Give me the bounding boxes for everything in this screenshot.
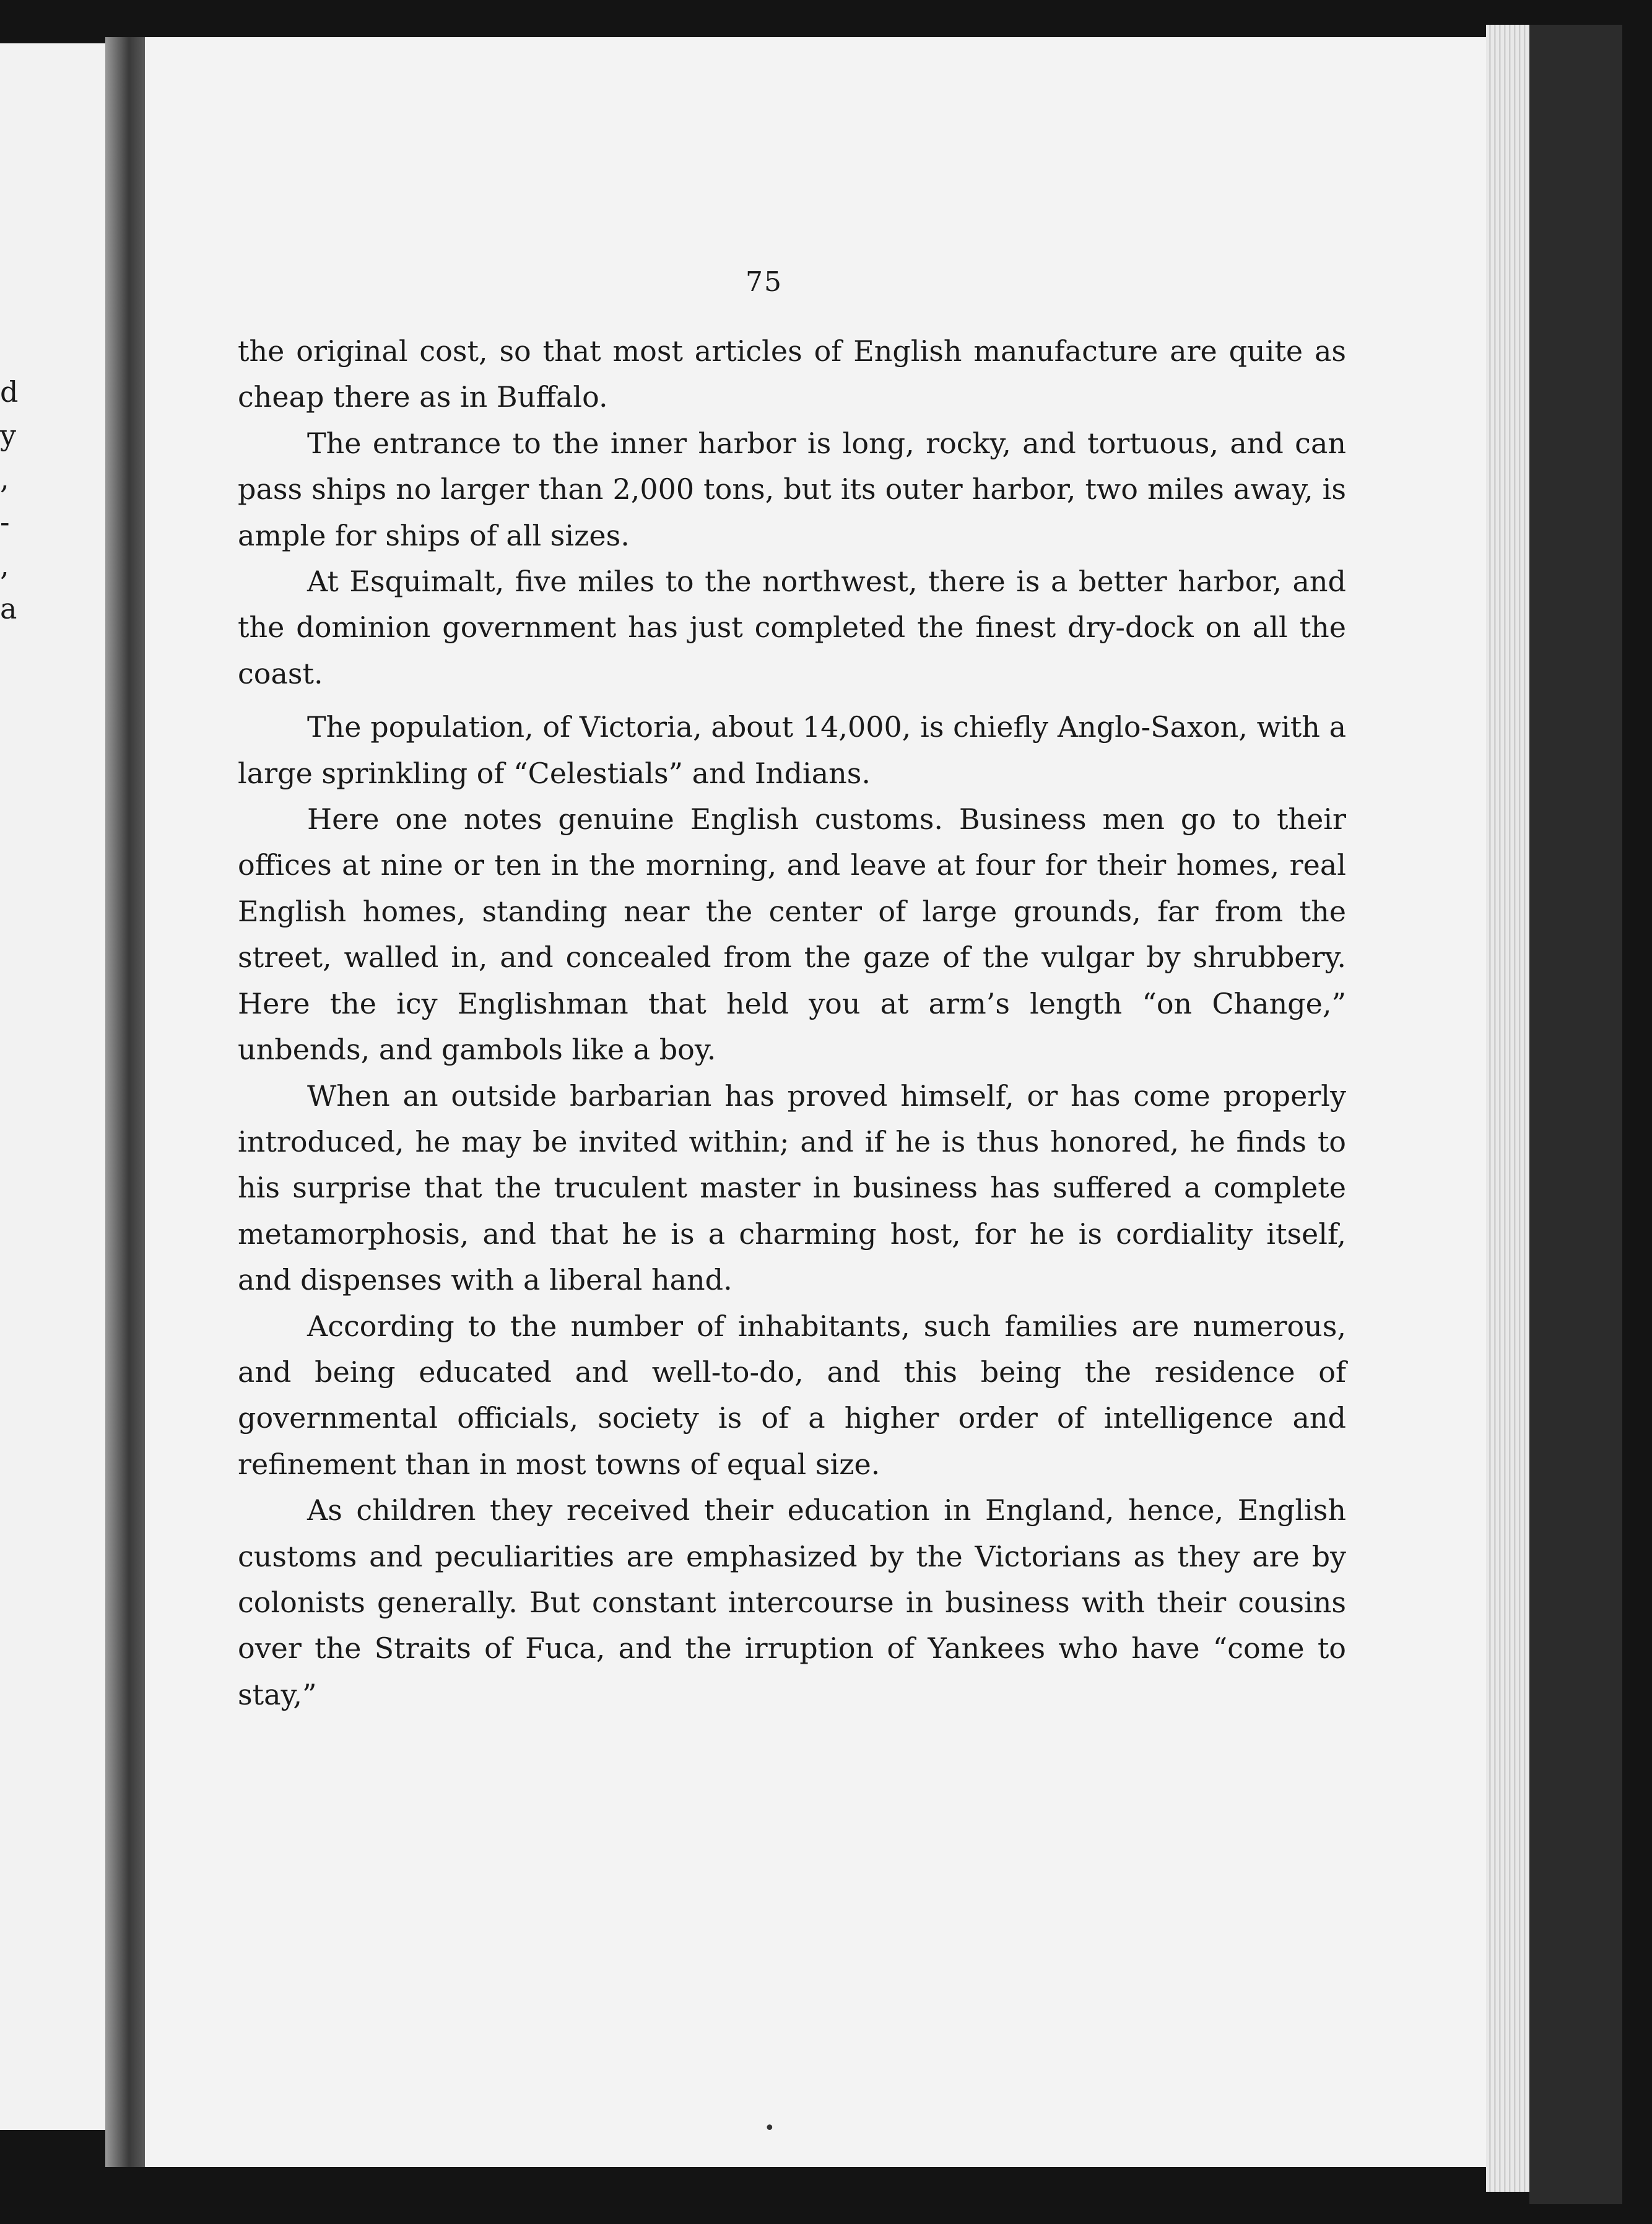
left-fragment: y <box>0 419 16 452</box>
right-page <box>145 37 1495 2167</box>
paragraph: Here one notes genuine English customs. Business men go to their offices at nine or ten in the morning, and leave at four for their homes, real English homes, standing near the center of large grounds, far from the street, walled in, and concealed from the gaze of the vulgar by shrubbery. Here the icy Englishman that held you at arm’s length “on Change,” unbends, and gambols like a boy. <box>238 802 1346 1067</box>
paragraph: the original cost, so that most articles of English manufacture are quite as cheap there as in Buffalo. <box>238 334 1346 414</box>
left-fragment: d <box>0 375 19 409</box>
paragraph: The entrance to the inner harbor is long, rocky, and tortuous, and can pass ships no larger than 2,000 tons, but its outer harbor, two miles away, is ample for ships of all sizes. <box>238 426 1346 552</box>
paragraph: According to the number of inhabitants, such families are numerous, and being educated and well-to-do, and this being the residence of governmental officials, society is of a higher order of intelligence and refinement than in most towns of equal size. <box>238 1309 1346 1481</box>
book-gutter <box>105 37 145 2167</box>
left-fragment: a <box>0 592 17 625</box>
ink-speck: • <box>764 2118 775 2139</box>
left-facing-page <box>0 43 105 2130</box>
left-page-text-fragments <box>0 375 19 638</box>
paragraph: When an outside barbarian has proved himself, or has come properly introduced, he may be invited within; and if he is thus honored, he finds to his surprise that the truculent master in business has suffered a complete metamorphosis, and that he is a charming host, for he is cordiality itself, and dispenses with a liberal hand. <box>238 1079 1346 1297</box>
left-fragment: , <box>0 462 9 495</box>
cover-edge <box>1529 25 1622 2204</box>
paragraph: As children they received their education in England, hence, English customs and peculiarities are emphasized by the Victorians as they are by colonists generally. But constant intercourse in business with their cousins over the Straits of Fuca, and the irruption of Yankees who have “come to stay,” <box>238 1493 1346 1711</box>
page-edges-stack <box>1486 25 1531 2192</box>
paragraph: The population, of Victoria, about 14,000, is chiefly Anglo-Saxon, with a large sprinkling of “Celestials” and Indians. <box>238 710 1346 790</box>
paragraph: At Esquimalt, five miles to the northwest, there is a better harbor, and the dominion government has just completed the finest dry-dock on all the coast. <box>238 565 1346 690</box>
left-fragment: - <box>0 505 10 539</box>
body-text <box>238 328 1346 1718</box>
left-fragment: , <box>0 549 9 582</box>
page-number: 75 <box>746 266 783 298</box>
